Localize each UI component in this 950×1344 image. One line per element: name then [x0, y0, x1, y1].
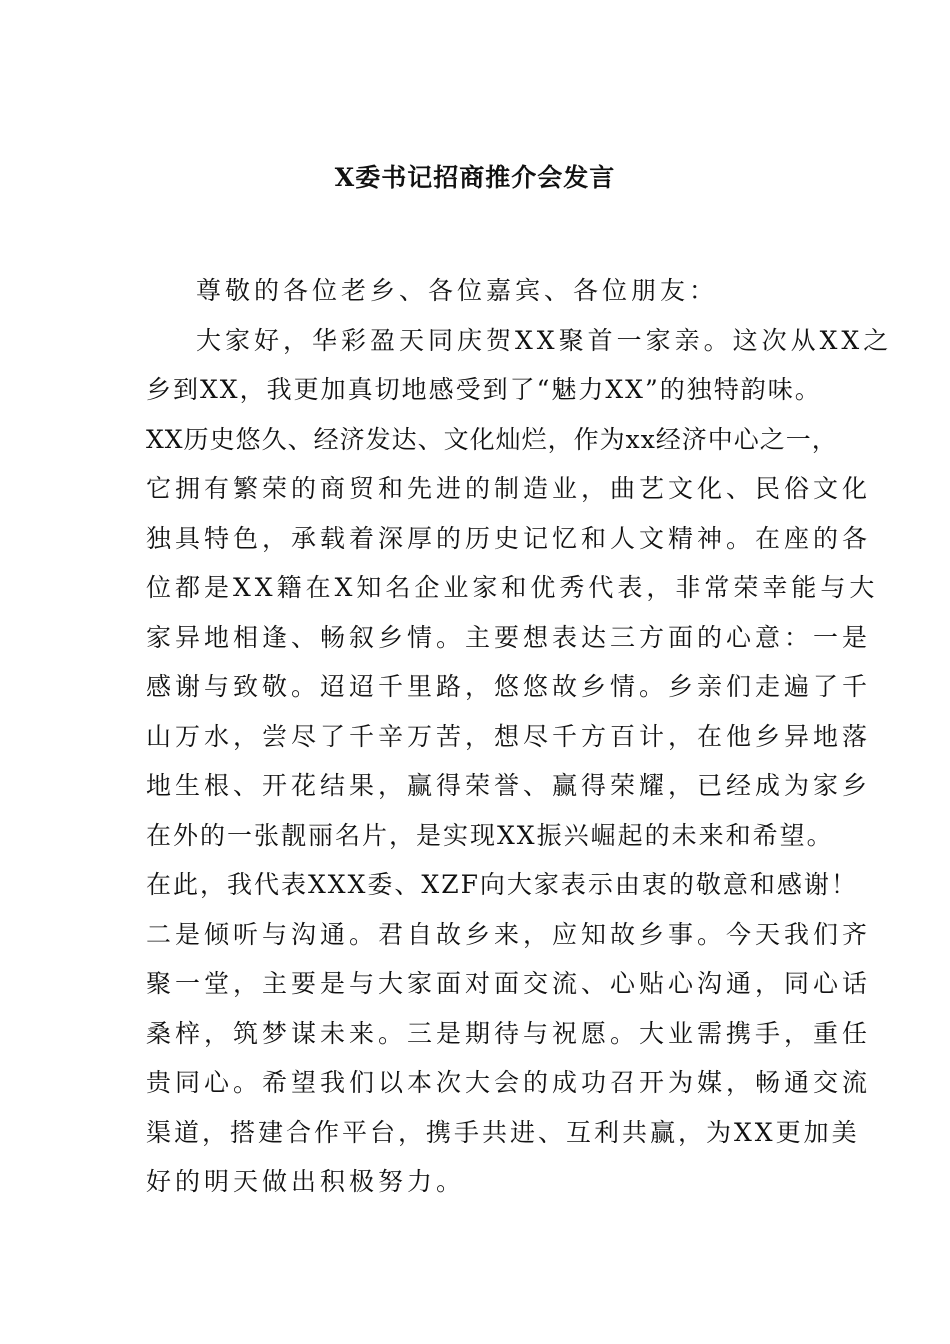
paragraph-line-18: 好的明天做出积极努力。 — [146, 1167, 466, 1196]
paragraph-line-6: 位都是XX籍在X知名企业家和优秀代表，非常荣幸能与大 — [146, 573, 879, 602]
paragraph-line-11: 在外的一张靓丽名片，是实现XX振兴崛起的未来和希望。 — [146, 821, 834, 850]
paragraph-line-16: 贵同心。希望我们以本次大会的成功召开为媒，畅通交流 — [146, 1068, 872, 1097]
paragraph-line-15: 桑梓，筑梦谋未来。三是期待与祝愿。大业需携手，重任 — [146, 1019, 872, 1048]
paragraph-line-14: 聚一堂，主要是与大家面对面交流、心贴心沟通，同心话 — [146, 969, 872, 998]
paragraph-line-3: XX历史悠久、经济发达、文化灿烂，作为xx经济中心之一， — [146, 425, 838, 454]
paragraph-line-5: 独具特色，承载着深厚的历史记忆和人文精神。在座的各 — [146, 524, 872, 553]
paragraph-line-4: 它拥有繁荣的商贸和先进的制造业，曲艺文化、民俗文化 — [146, 474, 872, 503]
paragraph-line-7: 家异地相逢、畅叙乡情。主要想表达三方面的心意：一是 — [146, 623, 872, 652]
paragraph-line-13: 二是倾听与沟通。君自故乡来，应知故乡事。今天我们齐 — [146, 920, 872, 949]
salutation-line: 尊敬的各位老乡、各位嘉宾、各位朋友： — [196, 276, 719, 305]
paragraph-line-17: 渠道，搭建合作平台，携手共进、互利共赢，为XX更加美 — [146, 1118, 860, 1147]
paragraph-line-8: 感谢与致敬。迢迢千里路，悠悠故乡情。乡亲们走遍了千 — [146, 672, 872, 701]
document-title: X委书记招商推介会发言 — [334, 163, 616, 192]
paragraph-line-9: 山万水，尝尽了千辛万苦，想尽千方百计，在他乡异地落 — [146, 722, 872, 751]
paragraph-line-10: 地生根、开花结果，赢得荣誉、赢得荣耀，已经成为家乡 — [146, 771, 872, 800]
paragraph-line-1: 大家好，华彩盈天同庆贺XX聚首一家亲。这次从XX之 — [196, 326, 893, 355]
paragraph-line-12: 在此，我代表XXX委、XZF向大家表示由衷的敬意和感谢！ — [146, 870, 858, 899]
paragraph-line-2: 乡到XX，我更加真切地感受到了“魅力XX”的独特韵味。 — [146, 375, 822, 404]
